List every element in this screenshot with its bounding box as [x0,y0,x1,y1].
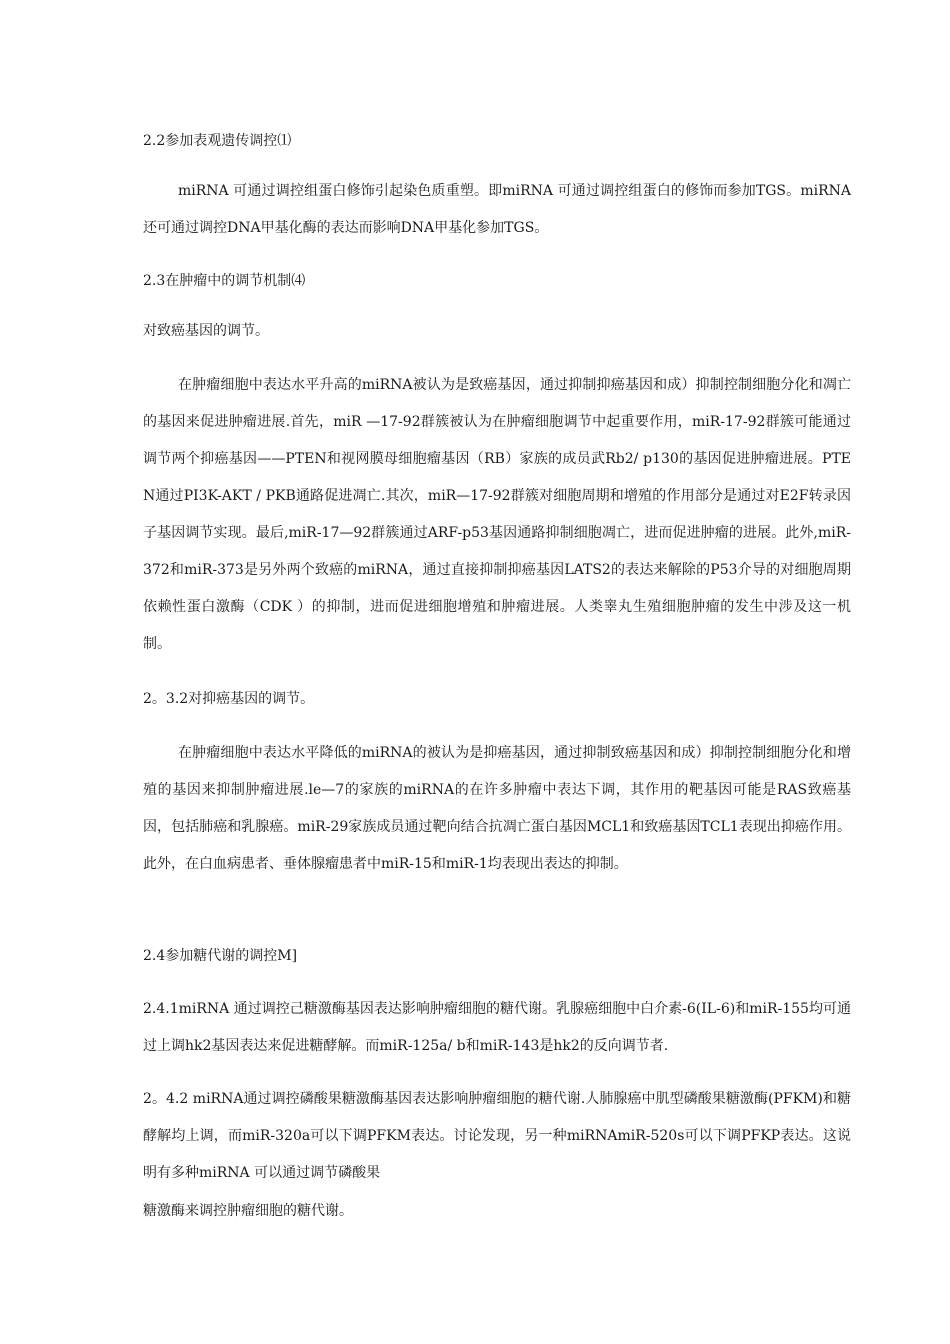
paragraph-phosphofructokinase: 2。4.2 miRNA通过调控磷酸果糖激酶基因表达影响肿瘤细胞的糖代谢.人肺腺癌中肌型磷酸果糖激酶(PFKM)和糖酵解均上调，而miR-320a可以下调PFKM表达。讨论发现，另一种miRNAmiR-520s可以下调PFKP表达。这说明有多种miRNA 可以通过调节磷酸果 [143,1091,851,1181]
paragraph-phosphofructokinase-end: 糖激酶来调控肿瘤细胞的糖代谢。 [143,1203,353,1219]
paragraph-oncogenes: 在肿瘤细胞中表达水平升高的miRNA被认为是致癌基因，通过抑制抑癌基因和成）抑制控制细胞分化和凋亡的基因来促进肿瘤进展.首先，miR —17-92群簇被认为在肿瘤细胞调节中起重要作用，miR-17-92群簇可能通过调节两个抑癌基因——PTEN和视网膜母细胞瘤基因（RB）家族的成员武Rb2/ p130的基因促进肿瘤进展。PTEN通过PI3K-AKT / PKB通路促进凋亡.其次，miR—17-92群簇对细胞周期和增殖的作用部分是通过对E2F转录因子基因调节实现。最后,miR-17—92群簇通过ARF-p53基因通路抑制细胞凋亡，进而促进肿瘤的进展。此外,miR-372和miR-373是另外两个致癌的miRNA，通过直接抑制抑癌基因LATS2的表达来解除的P53介导的对细胞周期依赖性蛋白激酶（CDK ）的抑制，进而促进细胞增殖和肿瘤进展。人类睾丸生殖细胞肿瘤的发生中涉及这一机制。 [143,377,851,652]
paragraph-epigenetic: miRNA 可通过调控组蛋白修饰引起染色质重塑。即miRNA 可通过调控组蛋白的修饰而参加TGS。miRNA 还可通过调控DNA甲基化酶的表达而影响DNA甲基化参加TGS。 [143,183,851,236]
paragraph-tumor-suppressors: 在肿瘤细胞中表达水平降低的miRNA的被认为是抑癌基因，通过抑制致癌基因和成）抑制控制细胞分化和增殖的基因来抑制肿瘤进展.le—7的家族的miRNA的在许多肿瘤中表达下调，其作用的靶基因可能是RAS致癌基因，包括肺癌和乳腺癌。miR-29家族成员通过靶向结合抗凋亡蛋白基因MCL1和致癌基因TCL1表现出抑癌作用。此外，在白血病患者、垂体腺瘤患者中miR-15和miR-1均表现出表达的抑制。 [143,745,851,872]
heading-2-4: 2.4参加糖代谢的调控M] [143,948,298,964]
paragraph-hexokinase: 2.4.1miRNA 通过调控己糖激酶基因表达影响肿瘤细胞的糖代谢。乳腺癌细胞中白介素-6(IL-6)和miR-155均可通过上调hk2基因表达来促进糖酵解。而miR-125a/ b和miR-143是hk2的反向调节者. [143,1001,851,1054]
heading-2-3: 2.3在肿瘤中的调节机制⑷ [143,273,306,289]
heading-oncogene-regulation: 对致癌基因的调节。 [143,323,269,339]
heading-2-2: 2.2参加表观遗传调控⑴ [143,133,292,149]
heading-2-3-2: 2。3.2对抑癌基因的调节。 [143,691,315,707]
